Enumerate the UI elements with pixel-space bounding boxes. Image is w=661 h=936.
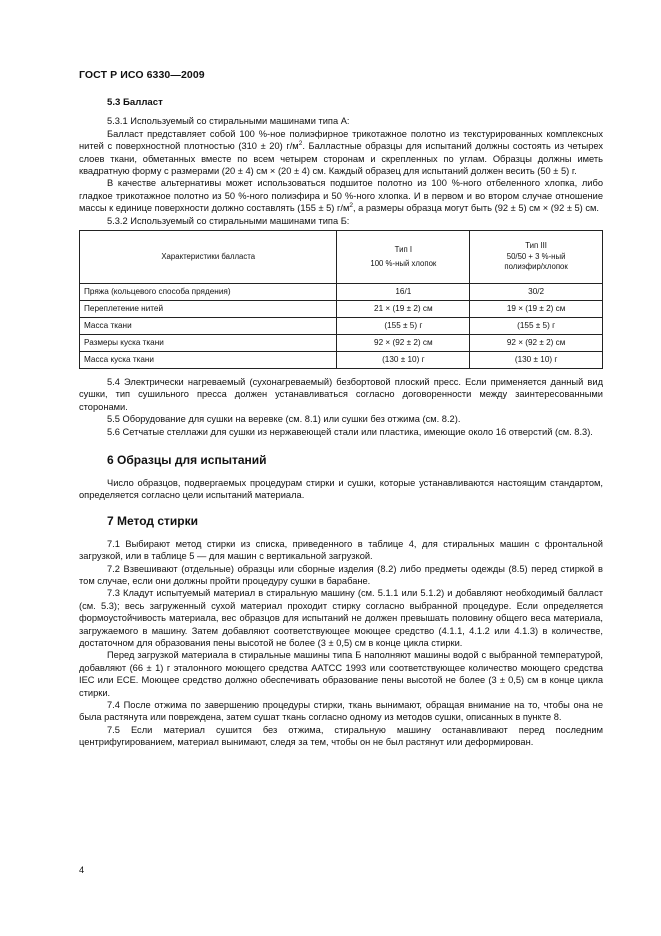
row-label: Переплетение нитей: [80, 301, 337, 318]
header-type-1: [337, 231, 470, 284]
header-type-1-name: Тип I: [394, 244, 413, 254]
row-type-1-value: (155 ± 5) г: [337, 318, 470, 335]
section-6-title: 6 Образцы для испытаний: [107, 453, 267, 468]
clause-7-2: 7.2 Взвешивают (отдельные) образцы или сборные изделия (8.2) либо предметы одежды (8.5) перед стиркой в том случае, если они должны пройти процедуру сушки в барабане.: [79, 563, 603, 586]
table-row: [80, 335, 603, 352]
page-number: 4: [79, 865, 85, 875]
clause-5-3-1: 5.3.1 Используемый со стиральными машинами типа А:: [107, 116, 350, 127]
clause-5-4: 5.4 Электрически нагреваемый (сухонагреваемый) безбортовой плоский пресс. Если применяется данный вид сушки, тип сушильного пресса должен устанавливаться согласно договоренности между заинтересованными сторонами.: [79, 377, 603, 412]
clause-5-5: 5.5 Оборудование для сушки на веревке (см. 8.1) или сушки без отжима (см. 8.2).: [107, 414, 461, 425]
table-row: [80, 352, 603, 369]
clause-7-3-type-b: Перед загрузкой материала в стиральные машины типа Б наполняют машины водой с выбранной температурой, добавляют (66 ± 1) г эталонного моющего средства AATCC 1993 или соответствующее количество моющего средства IEC или ECE. Моющее средство должно обеспечивать образование пены высотой не более (3 ± 0,5) см в конце цикла стирки.: [79, 650, 603, 698]
table-row: [80, 301, 603, 318]
row-type-3-value: 92 × (92 ± 2) см: [470, 335, 603, 352]
header-type-3: [470, 231, 603, 284]
header-type-3-name: Тип III: [525, 241, 547, 251]
clause-7-5: 7.5 Если материал сушится без отжима, стиральную машину останавливают перед последним центрифугированием, материал вынимают, следя за тем, чтобы он не был растянут или деформирован.: [79, 724, 603, 748]
row-type-1-value: 92 × (92 ± 2) см: [337, 335, 470, 352]
alternative-text-start: В качестве альтернативы может использоваться подшитое полотно из 100 %-ного отбеленного хлопка, либо гладкое трикотажное полотно из 50 %-ного полиэфира и 50 %-ного хлопка. И в первом и во втором случае отношение массы к единице поверхности должно составлять (155 ± 5) г/м: [79, 178, 603, 214]
ballast-text-start: Балласт представляет собой 100 %-ное полиэфирное трикотажное полотно из текстурированных комплексных нитей с поверхностной плотностью (310 ± 20) г/м: [79, 128, 603, 152]
header-type-1-desc: 100 %-ный хлопок: [370, 259, 437, 269]
table-row: [80, 318, 603, 335]
ballast-text-end: . Балластные образцы для испытаний должны состоять из четырех слоев ткани, обметанных вместе по всем четырем сторонам и скрепленных по углам. Образцы должны иметь квадратную форму с размерами (20 ± 4) см × (20 ± 4) см. Каждый образец для испытаний должен весить (50 ± 5) г.: [79, 141, 603, 177]
header-characteristics: Характеристики балласта: [80, 231, 337, 284]
paragraph-section-6: Число образцов, подвергаемых процедурам стирки и сушки, которые устанавливаются настоящим стандартом, определяется согласно цели испытаний материала.: [79, 477, 603, 500]
superscript-2: 2: [349, 202, 353, 210]
page-header: ГОСТ Р ИСО 6330—2009: [79, 69, 205, 81]
row-type-3-value: 19 × (19 ± 2) см: [470, 301, 603, 318]
clause-5-6: 5.6 Сетчатые стеллажи для сушки из нержавеющей стали или пластика, имеющие около 16 отверстий (см. 8.3).: [107, 426, 593, 437]
row-label: Пряжа (кольцевого способа прядения): [80, 284, 337, 301]
alternative-text-end: , а размеры образца могут быть (92 ± 5) см × (92 ± 5) см.: [352, 203, 599, 214]
paragraph-alternative: [79, 177, 603, 214]
row-type-3-value: 30/2: [470, 284, 603, 301]
table-header-row: [80, 231, 603, 284]
section-7-title: 7 Метод стирки: [107, 514, 199, 529]
row-type-1-value: 21 × (19 ± 2) см: [337, 301, 470, 318]
row-type-1-value: (130 ± 10) г: [337, 352, 470, 369]
row-type-1-value: 16/1: [337, 284, 470, 301]
clause-7-3: 7.3 Кладут испытуемый материал в стиральную машину (см. 5.1.1 или 5.1.2) и добавляют необходимый балласт (см. 5.3); весь загруженный сухой материал проходит стирку согласно выбранной процедуре. Если определяется формоустойчивость материала, вес образцов для испытаний не должен превышать половину общего веса материала, загружаемого в машину. Затем добавляют соответствующее моющее средство (4.1.1, 4.1.2 или 4.1.3) в количестве, достаточном для образования пены высотой не более (3 ± 0,5) см в конце цикла стирки.: [79, 588, 603, 648]
superscript-2: 2: [298, 140, 303, 148]
table-row: [80, 284, 603, 301]
page-content: [79, 97, 603, 749]
clause-5-3-2: 5.3.2 Используемый со стиральными машинами типа Б:: [107, 215, 350, 226]
clause-7-1: 7.1 Выбирают метод стирки из списка, приведенного в таблице 4, для стиральных машин с фронтальной загрузкой, или в таблице 5 — для машин с вертикальной загрузкой.: [79, 538, 603, 562]
paragraph-ballast-description: [79, 128, 603, 178]
section-5-3-title: 5.3 Балласт: [107, 97, 163, 108]
clause-7-4: 7.4 После отжима по завершению процедуры стирки, ткань вынимают, обращая внимание на то, чтобы она не была растянута или повреждена, затем сушат ткань согласно одному из методов сушки, описанных в пункте 8.: [79, 700, 603, 723]
row-type-3-value: (155 ± 5) г: [470, 318, 603, 335]
row-label: Размеры куска ткани: [80, 335, 337, 352]
ballast-table: [79, 230, 603, 369]
row-label: Масса куска ткани: [80, 352, 337, 369]
row-type-3-value: (130 ± 10) г: [470, 352, 603, 369]
header-type-3-desc-2: полиэфир/хлопок: [504, 262, 568, 272]
header-type-3-desc-1: 50/50 + 3 %-ный: [506, 251, 566, 261]
row-label: Масса ткани: [80, 318, 337, 335]
